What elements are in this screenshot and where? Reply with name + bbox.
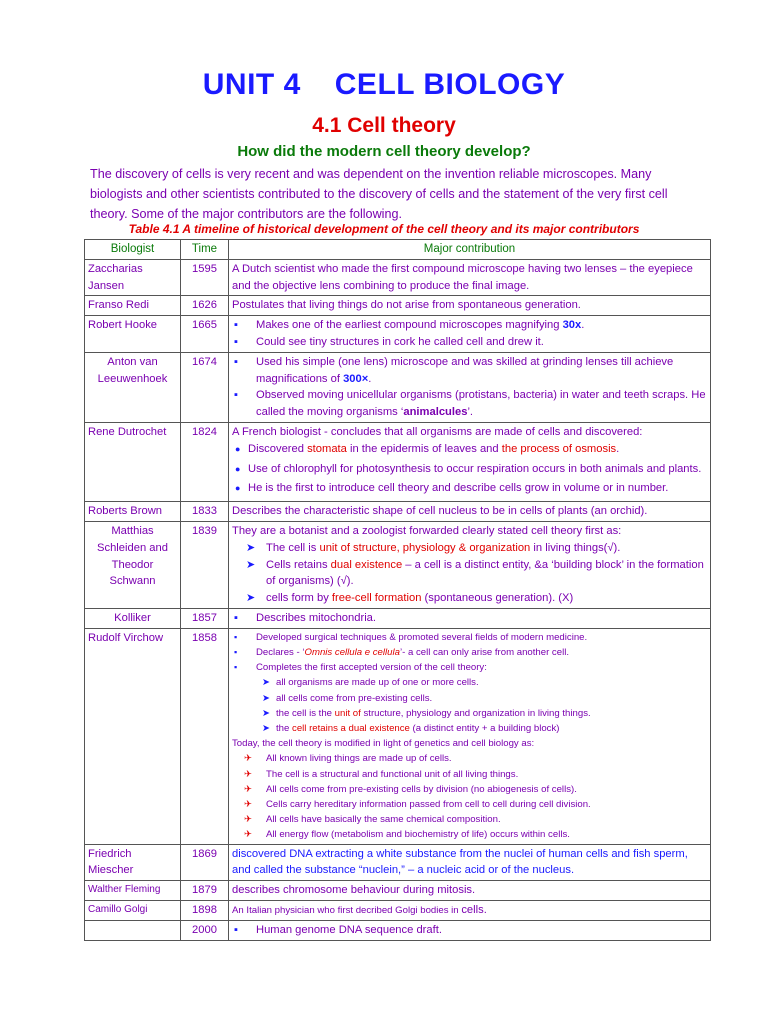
table-row bbox=[85, 628, 711, 844]
biologist-cell bbox=[85, 920, 181, 940]
biologist-cell: Rudolf Virchow bbox=[85, 628, 181, 844]
biologist-cell: Roberts Brown bbox=[85, 502, 181, 522]
unit-title bbox=[0, 68, 768, 102]
contribution-cell: Describes the characteristic shape of cell nucleus to be in cells of plants (an orchid). bbox=[229, 502, 711, 522]
list-item: ▪ Describes mitochondria. bbox=[232, 610, 707, 627]
contribution-cell bbox=[229, 316, 711, 353]
section-question: How did the modern cell theory develop? bbox=[237, 143, 531, 160]
contribution-cell bbox=[229, 608, 711, 628]
table-row bbox=[85, 352, 711, 422]
year-cell: 1839 bbox=[181, 521, 229, 608]
list-item: ● He is the first to introduce cell theory and describe cells grow in volume or in number. bbox=[232, 480, 707, 497]
list-item: ● Use of chlorophyll for photosynthesis to occur respiration occurs in both animals and plants. bbox=[232, 461, 707, 478]
contribution-cell bbox=[229, 352, 711, 422]
contribution-cell: Postulates that living things do not arise from spontaneous generation. bbox=[229, 296, 711, 316]
table-row bbox=[85, 920, 711, 940]
contribution-cell: An Italian physician who first decribed Golgi bodies in cells. bbox=[229, 900, 711, 920]
year-cell: 1858 bbox=[181, 628, 229, 844]
contribution-cell: describes chromosome behaviour during mitosis. bbox=[229, 881, 711, 901]
list-item: ➤ all cells come from pre-existing cells. bbox=[260, 691, 707, 706]
table-row bbox=[85, 422, 711, 501]
year-cell: 1665 bbox=[181, 316, 229, 353]
header-time: Time bbox=[181, 240, 229, 260]
year-cell: 1595 bbox=[181, 259, 229, 296]
list-item: ➤ all organisms are made up of one or more cells. bbox=[260, 675, 707, 690]
table-caption: Table 4.1 A timeline of historical development of the cell theory and its major contributors bbox=[128, 222, 640, 236]
table-row bbox=[85, 844, 711, 881]
contribution-cell bbox=[229, 920, 711, 940]
header-contribution: Major contribution bbox=[229, 240, 711, 260]
table-row bbox=[85, 881, 711, 901]
list-item: ✈ All cells come from pre-existing cells by division (no abiogenesis of cells). bbox=[232, 782, 707, 797]
table-row bbox=[85, 502, 711, 522]
year-cell: 2000 bbox=[181, 920, 229, 940]
header-biologist: Biologist bbox=[85, 240, 181, 260]
table-row bbox=[85, 316, 711, 353]
list-item: ➤ the cell retains a dual existence (a distinct entity + a building block) bbox=[260, 721, 707, 736]
table-row bbox=[85, 296, 711, 316]
list-item: ▪ Could see tiny structures in cork he called cell and drew it. bbox=[232, 334, 707, 351]
list-item: ▪ Used his simple (one lens) microscope and was skilled at grinding lenses till achieve magnifications of 300×. bbox=[232, 354, 707, 388]
section-title: 4.1 Cell theory bbox=[312, 114, 456, 137]
table-row bbox=[85, 521, 711, 608]
contribution-cell: A French biologist - concludes that all organisms are made of cells and discovered: ● Discovered stomata in the epidermis of leaves and the process of osmosis. ● Use of chlorophyll for photosynthesis to occur respiration occurs in both animals and plants. ● He is the first to introduce cell theory and describe cells grow in volume or in number. bbox=[229, 422, 711, 501]
list-item: ✈ The cell is a structural and functional unit of all living things. bbox=[232, 767, 707, 782]
list-item: ▪ Completes the first accepted version of the cell theory: bbox=[232, 660, 707, 675]
list-item: ➤ the cell is the unit of structure, physiology and organization in living things. bbox=[260, 706, 707, 721]
list-item: ▪ Observed moving unicellular organisms (protistans, bacteria) in water and teeth scraps. He called the moving organisms ‘animalcules’. bbox=[232, 387, 707, 421]
biologist-cell: Rene Dutrochet bbox=[85, 422, 181, 501]
modern-theory-lead: Today, the cell theory is modified in light of genetics and cell biology as: bbox=[232, 738, 535, 750]
year-cell: 1857 bbox=[181, 608, 229, 628]
biologist-cell: Matthias Schleiden and Theodor Schwann bbox=[85, 521, 181, 608]
intro-paragraph: The discovery of cells is very recent and was dependent on the invention reliable microscopes. Many biologists and other scientists contributed to the discovery of cells and the statement of the very first cell theory. Some of the major contributors are the following. bbox=[90, 167, 668, 221]
year-cell: 1833 bbox=[181, 502, 229, 522]
year-cell: 1824 bbox=[181, 422, 229, 501]
list-item: ▪ Developed surgical techniques & promoted several fields of modern medicine. bbox=[232, 630, 707, 645]
table-row bbox=[85, 900, 711, 920]
year-cell: 1869 bbox=[181, 844, 229, 881]
contribution-cell: discovered DNA extracting a white substance from the nuclei of human cells and fish sperm, and called the substance “nuclein,” – a nucleic acid or of the nucleus. bbox=[229, 844, 711, 881]
list-item: ➤ cells form by free-cell formation (spontaneous generation). (X) bbox=[244, 590, 707, 607]
list-item: ✈ Cells carry hereditary information passed from cell to cell during cell division. bbox=[232, 797, 707, 812]
unit-topic: CELL BIOLOGY bbox=[334, 68, 566, 101]
list-item: ✈ All known living things are made up of cells. bbox=[232, 751, 707, 766]
timeline-table bbox=[84, 239, 711, 941]
biologist-cell: Anton van Leeuwenhoek bbox=[85, 352, 181, 422]
table-header-row bbox=[85, 240, 711, 260]
biologist-cell: Robert Hooke bbox=[85, 316, 181, 353]
contribution-cell bbox=[229, 628, 711, 844]
list-item: ➤ The cell is unit of structure, physiology & organization in living things(√). bbox=[244, 540, 707, 557]
list-item: ✈ All energy flow (metabolism and biochemistry of life) occurs within cells. bbox=[232, 827, 707, 842]
biologist-cell: Friedrich Miescher bbox=[85, 844, 181, 881]
table-row bbox=[85, 259, 711, 296]
list-item: ▪ Makes one of the earliest compound microscopes magnifying 30x. bbox=[232, 317, 707, 334]
biologist-cell: Walther Fleming bbox=[85, 881, 181, 901]
biologist-cell: Kolliker bbox=[85, 608, 181, 628]
list-item: ➤ Cells retains dual existence – a cell is a distinct entity, &a ‘building block’ in the formation of organisms) (√). bbox=[244, 557, 707, 591]
biologist-cell: Zaccharias Jansen bbox=[85, 259, 181, 296]
list-item: ● Discovered stomata in the epidermis of leaves and the process of osmosis. bbox=[232, 441, 707, 458]
contribution-cell: A Dutch scientist who made the first compound microscope having two lenses – the eyepiece and the objective lens combining to produce the final image. bbox=[229, 259, 711, 296]
contribution-cell: They are a botanist and a zoologist forwarded clearly stated cell theory first as: ➤ The cell is unit of structure, physiology & organization in living things(√). ➤ Cells retains dual existence – a cell is a distinct entity, &a ‘building block’ in the formation of organisms) (√). ➤ cells form by free-cell formation (spontaneous generation). (X) bbox=[229, 521, 711, 608]
year-cell: 1898 bbox=[181, 900, 229, 920]
biologist-cell: Franso Redi bbox=[85, 296, 181, 316]
year-cell: 1626 bbox=[181, 296, 229, 316]
year-cell: 1879 bbox=[181, 881, 229, 901]
biologist-cell: Camillo Golgi bbox=[85, 900, 181, 920]
table-row bbox=[85, 608, 711, 628]
list-item: ▪ Human genome DNA sequence draft. bbox=[232, 922, 707, 939]
unit-number: UNIT 4 bbox=[202, 68, 301, 101]
year-cell: 1674 bbox=[181, 352, 229, 422]
list-item: ✈ All cells have basically the same chemical composition. bbox=[232, 812, 707, 827]
list-item: ▪ Declares - ‘Omnis cellula e cellula’- a cell can only arise from another cell. bbox=[232, 645, 707, 660]
